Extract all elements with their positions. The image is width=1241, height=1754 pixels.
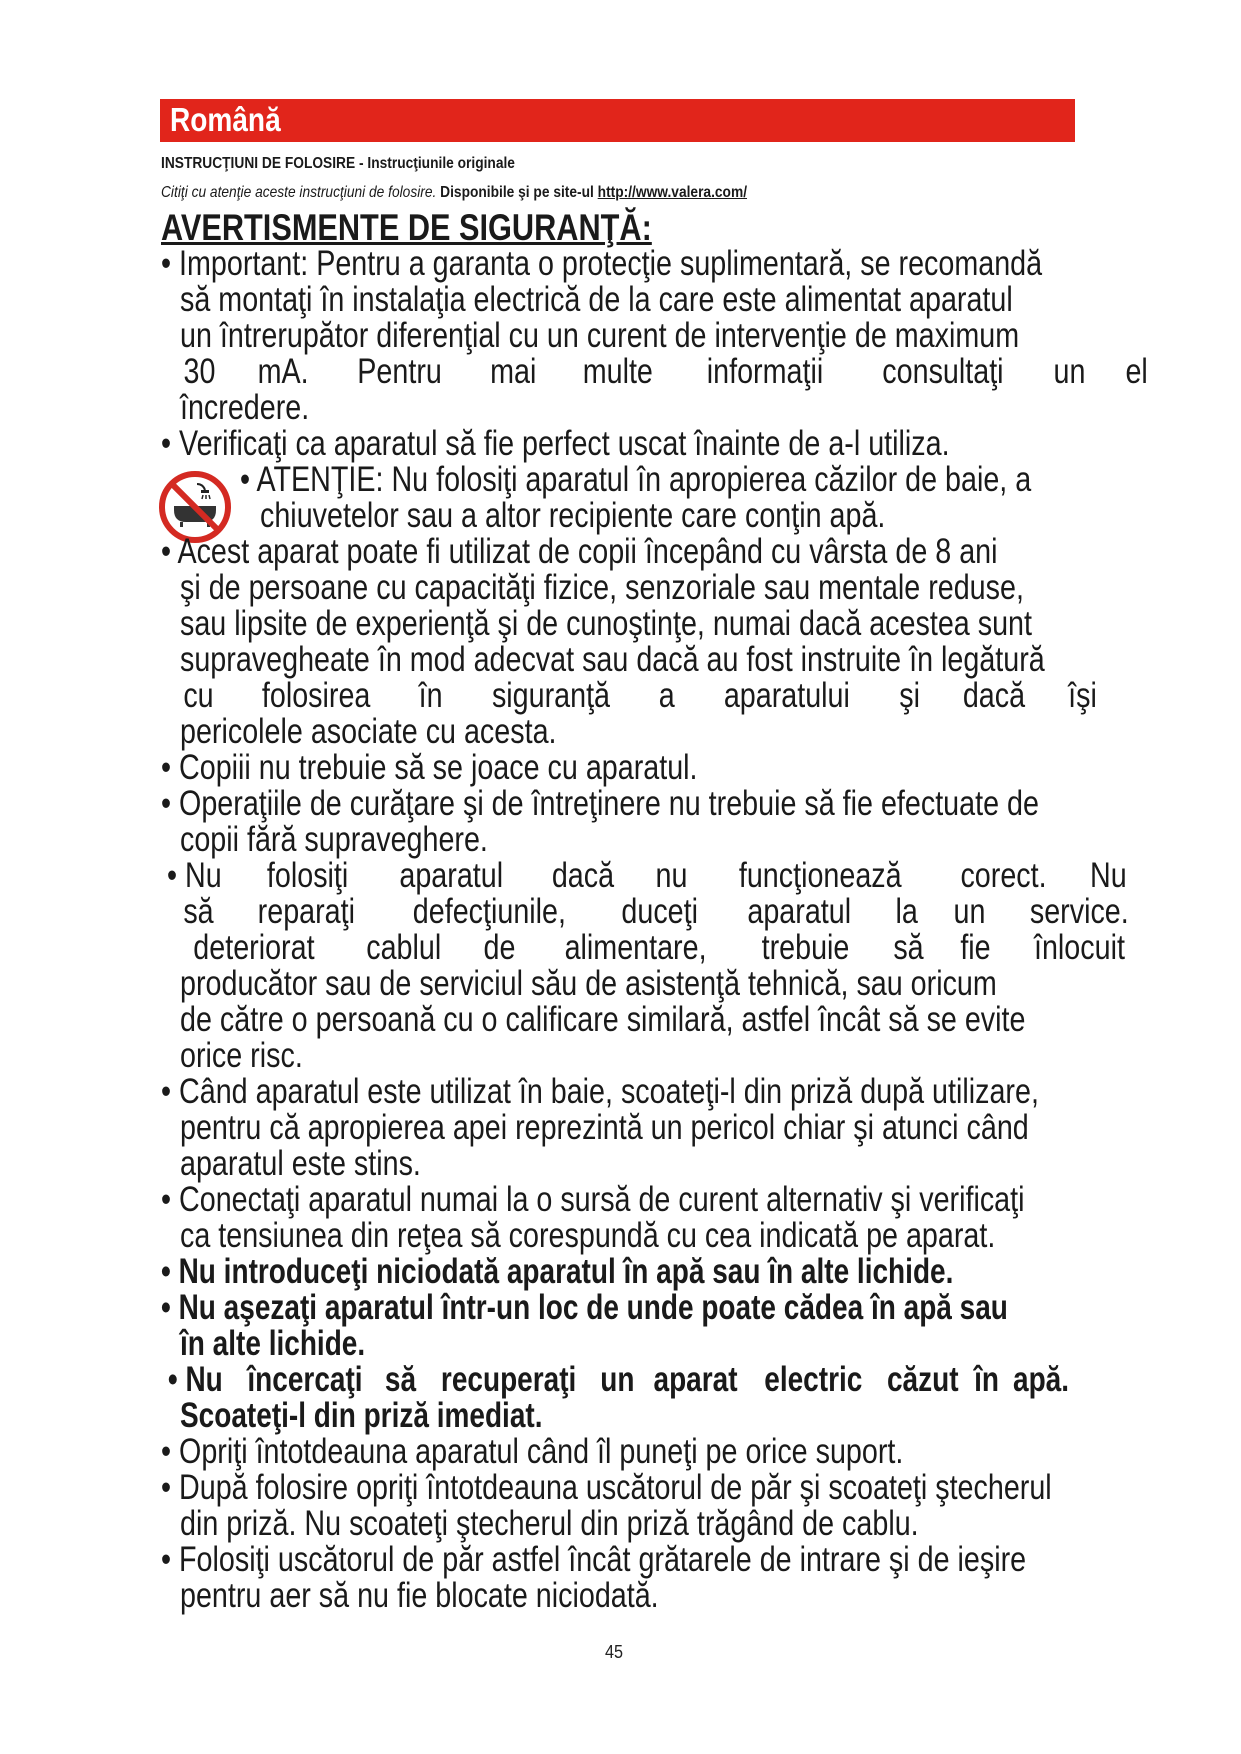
word: să <box>384 1360 416 1399</box>
text-line-18 <box>161 858 1131 894</box>
word: siguranţă <box>491 676 611 715</box>
text-line-20 <box>180 930 1135 966</box>
text-line-33: Scoateţi-l din priză imediat. <box>180 1396 543 1435</box>
text-line-13 <box>180 678 1100 714</box>
text-line-6: • Verificaţi ca aparatul să fie perfect uscat înainte de a-l utiliza. <box>161 424 950 463</box>
word: apă. <box>1012 1360 1069 1399</box>
word: • Nu <box>167 1360 223 1399</box>
word: aparatul <box>399 856 504 895</box>
word: un <box>1053 352 1086 391</box>
text-line-7: • ATENŢIE: Nu folosiţi aparatul în apropierea căzilor de baie, a <box>240 460 1032 499</box>
text-line-32 <box>161 1362 1076 1398</box>
word: el <box>1125 352 1148 391</box>
language-label: Română <box>170 101 281 138</box>
word: reparaţi <box>257 892 356 931</box>
text-line-24: • Când aparatul este utilizat în baie, scoateţi-l din priză după utilizare, <box>161 1072 1039 1111</box>
word: service. <box>1030 892 1130 931</box>
word: în <box>974 1360 1000 1399</box>
text-line-35: • După folosire opriţi întotdeauna uscătorul de păr şi scoateţi ştecherul <box>161 1468 1052 1507</box>
word: aparatului <box>723 676 850 715</box>
word: încercaţi <box>247 1360 363 1399</box>
text-line-22: de către o persoană cu o calificare similară, astfel încât să se evite <box>180 1000 1026 1039</box>
word: mA. <box>257 352 310 391</box>
page-number: 45 <box>605 1642 624 1662</box>
language-header-bar <box>160 99 1075 142</box>
text-line-34: • Opriţi întotdeauna aparatul când îl puneţi pe orice suport. <box>161 1432 904 1471</box>
word: trebuie <box>761 928 850 967</box>
word: Nu <box>1090 856 1127 895</box>
text-line-2: să montaţi în instalaţia electrică de la care este alimentat aparatul <box>180 280 1013 319</box>
text-line-8: chiuvetelor sau a altor recipiente care conţin apă. <box>260 496 886 535</box>
word: nu <box>655 856 688 895</box>
word: multe <box>582 352 653 391</box>
word: Pentru <box>357 352 442 391</box>
word: căzut <box>886 1360 959 1399</box>
text-line-4 <box>180 354 1150 390</box>
word: 30 <box>183 352 216 391</box>
text-line-11: sau lipsite de experienţă şi de cunoştinţe, numai dacă acestea sunt <box>180 604 1032 643</box>
word: duceţi <box>621 892 698 931</box>
text-line-9: • Acest aparat poate fi utilizat de copii începând cu vârsta de 8 ani <box>161 532 998 571</box>
word: îşi <box>1068 676 1097 715</box>
text-line-37: • Folosiţi uscătorul de păr astfel încât grătarele de intrare şi de ieşire <box>161 1540 1027 1579</box>
instructions-note <box>161 184 747 202</box>
word: dacă <box>962 676 1025 715</box>
word: • Nu <box>167 856 222 895</box>
word: alimentare, <box>564 928 707 967</box>
word: înlocuit <box>1033 928 1125 967</box>
word: funcţionează <box>739 856 903 895</box>
text-line-36: din priză. Nu scoateţi ştecherul din priză trăgând de cablu. <box>180 1504 919 1543</box>
word: un <box>953 892 986 931</box>
word: de <box>483 928 516 967</box>
word: fie <box>960 928 991 967</box>
word: să <box>892 928 924 967</box>
text-line-23: orice risc. <box>180 1036 303 1075</box>
word: aparatul <box>747 892 852 931</box>
text-line-15: • Copiii nu trebuie să se joace cu aparatul. <box>161 748 698 787</box>
word: recuperaţi <box>440 1360 576 1399</box>
text-line-14: pericolele asociate cu acesta. <box>180 712 557 751</box>
safety-heading: AVERTISMENTE DE SIGURANŢĂ: <box>161 207 652 248</box>
instructions-note-bold: Disponibile şi pe site-ul <box>436 184 598 201</box>
text-line-3: un întrerupător diferenţial cu un curent de intervenţie de maximum <box>180 316 1020 355</box>
word: în <box>418 676 443 715</box>
word: folosirea <box>262 676 371 715</box>
text-line-10: şi de persoane cu capacităţi fizice, senzoriale sau mentale reduse, <box>180 568 1024 607</box>
text-line-5: încredere. <box>180 388 310 427</box>
word: a <box>658 676 675 715</box>
word: cablul <box>366 928 442 967</box>
text-line-27: • Conectaţi aparatul numai la o sursă de curent alternativ şi verificaţi <box>161 1180 1025 1219</box>
text-line-16: • Operaţiile de curăţare şi de întreţinere nu trebuie să fie efectuate de <box>161 784 1039 823</box>
text-line-38: pentru aer să nu fie blocate niciodată. <box>180 1576 659 1615</box>
word: să <box>183 892 214 931</box>
instructions-title: INSTRUCŢIUNI DE FOLOSIRE - Instrucţiunile originale <box>161 155 515 172</box>
word: aparat <box>653 1360 738 1399</box>
word: defecţiunile, <box>412 892 566 931</box>
text-line-31: în alte lichide. <box>180 1324 366 1363</box>
word: la <box>895 892 918 931</box>
text-line-26: aparatul este stins. <box>180 1144 421 1183</box>
word: informaţii <box>706 352 823 391</box>
word: şi <box>899 676 920 715</box>
word: consultaţi <box>882 352 1004 391</box>
word: corect. <box>959 856 1047 895</box>
text-line-21: producător sau de serviciul său de asistenţă tehnică, sau oricum <box>180 964 997 1003</box>
text-line-19 <box>180 894 1140 930</box>
text-line-28: ca tensiunea din reţea să corespundă cu cea indicată pe aparat. <box>180 1216 996 1255</box>
website-link[interactable]: http://www.valera.com/ <box>597 184 748 201</box>
word: cu <box>183 676 214 715</box>
word: mai <box>489 352 536 391</box>
text-line-25: pentru că apropierea apei reprezintă un pericol chiar şi atunci când <box>180 1108 1029 1147</box>
word: electric <box>763 1360 862 1399</box>
text-line-30: • Nu aşezaţi aparatul într-un loc de unde poate cădea în apă sau <box>161 1288 1008 1327</box>
text-line-29: • Nu introduceţi niciodată aparatul în apă sau în alte lichide. <box>161 1252 954 1291</box>
word: un <box>600 1360 635 1399</box>
word: folosiţi <box>267 856 349 895</box>
word: deteriorat <box>193 928 315 967</box>
word: dacă <box>552 856 615 895</box>
text-line-17: copii fără supraveghere. <box>180 820 488 859</box>
text-line-1: • Important: Pentru a garanta o protecţie suplimentară, se recomandă <box>161 244 1043 283</box>
instructions-note-italic: Citiţi cu atenţie aceste instrucţiuni de folosire. <box>161 184 437 201</box>
text-line-12: supravegheate în mod adecvat sau dacă au fost instruite în legătură <box>180 640 1045 679</box>
